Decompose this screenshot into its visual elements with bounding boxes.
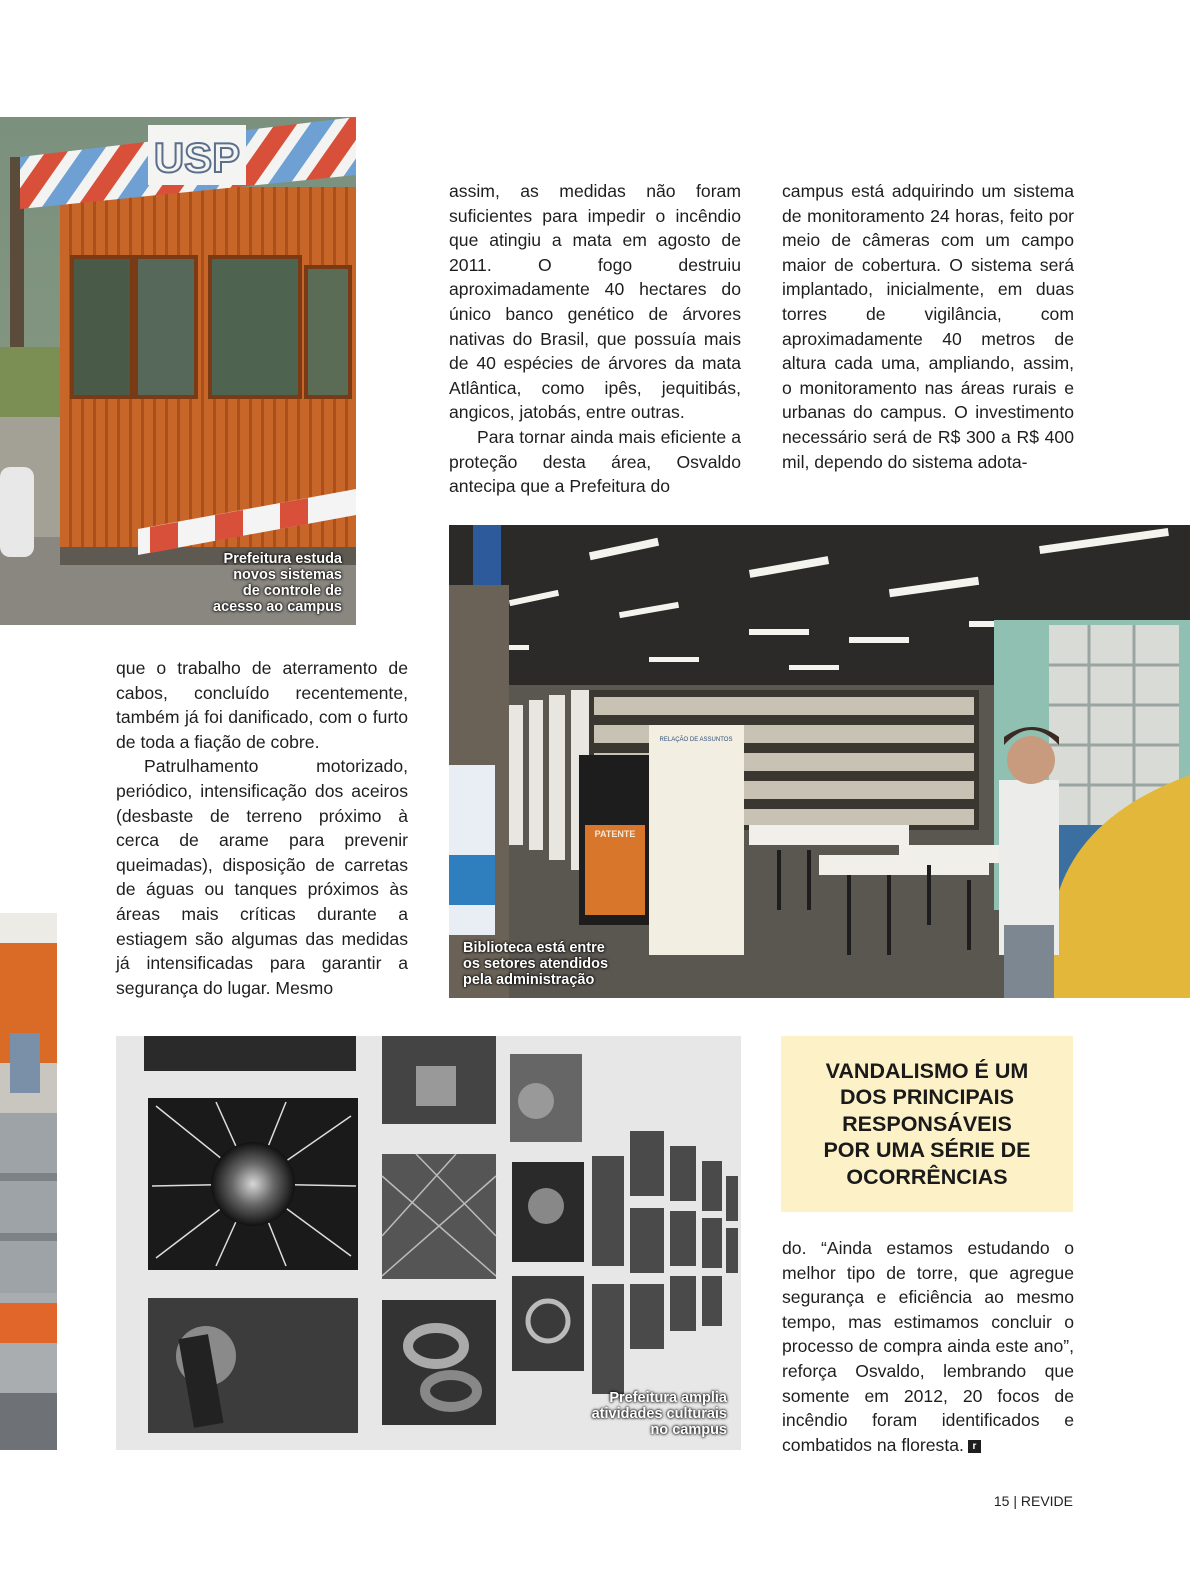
pull-quote-box bbox=[781, 1036, 1073, 1212]
page-footer bbox=[994, 1493, 1073, 1509]
relacao-banner: RELAÇÃO DE ASSUNTOS bbox=[659, 737, 733, 743]
paragraph bbox=[782, 1236, 1074, 1457]
gallery-caption: Prefeitura amplia atividades culturais no campus bbox=[591, 1390, 727, 1438]
text-column-left bbox=[116, 656, 408, 1000]
gallery-illustration bbox=[116, 1036, 741, 1450]
cafeteria-illustration bbox=[0, 913, 57, 1450]
text-column-middle-top bbox=[449, 179, 741, 499]
magazine-name: REVIDE bbox=[1020, 1493, 1073, 1509]
booth-illustration bbox=[0, 117, 356, 625]
photo-cafeteria-strip bbox=[0, 913, 57, 1450]
paragraph: assim, as medidas não foram suficientes para impedir o incêndio que atingiu a mata em agosto de 2011. O fogo destruiu aproximadamente 40 hectares do único banco genético de árvores nativas do Brasil, que possuía mais de 40 espécies de árvores da mata Atlântica, como ipês, jequitibás, angicos, jatobás, entre outras. bbox=[449, 181, 741, 423]
text-column-right-bottom bbox=[782, 1236, 1074, 1457]
paragraph: Patrulhamento motorizado, periódico, intensificação dos aceiros (desbaste de terreno próximo à cerca de arame para prevenir queimadas), disposição de carretas de águas ou tanques próximos às áreas mais críticas durante a estiagem são algumas das medidas já intensificadas para garantir a segurança do lugar. Mesmo bbox=[116, 756, 408, 998]
library-caption: Biblioteca está entre os setores atendidos pela administração bbox=[463, 940, 609, 988]
footer-separator: | bbox=[1013, 1493, 1017, 1509]
text-column-right-top bbox=[782, 179, 1074, 474]
library-illustration bbox=[449, 525, 1190, 998]
photo-gallery bbox=[116, 1036, 741, 1450]
photo-booth bbox=[0, 117, 356, 625]
paragraph: campus está adquirindo um sistema de monitoramento 24 horas, feito por meio de câmeras com um campo maior de cobertura. O sistema será implantado, inicialmente, em duas torres de vigilância, com aproximadamente 40 metros de altura cada uma, ampliando, assim, o monitoramento nas áreas rurais e urbanas do campus. O investimento necessário será de R$ 300 a R$ 400 mil, dependo do sistema adota- bbox=[782, 181, 1074, 472]
usp-sign: USP bbox=[153, 134, 241, 181]
page-number: 15 bbox=[993, 1493, 1010, 1509]
photo-library bbox=[449, 525, 1190, 998]
paragraph: que o trabalho de aterramento de cabos, concluído recentemente, também já foi danificado, com o furto de toda a fiação de cobre. bbox=[116, 658, 408, 752]
booth-caption: Prefeitura estuda novos sistemas de controle de acesso ao campus bbox=[213, 551, 342, 615]
patent-banner: PATENTE bbox=[594, 829, 636, 839]
paragraph: Para tornar ainda mais eficiente a proteção desta área, Osvaldo antecipa que a Prefeitura do bbox=[449, 426, 741, 497]
paragraph-text: do. “Ainda estamos estudando o melhor tipo de torre, que agregue segurança e eficiência ao mesmo tempo, mas estimamos concluir o processo de compra ainda este ano”, reforça Osvaldo, lembrando que somente em 2012, 20 focos de incêndio foram identificados e combatidos na floresta. bbox=[782, 1238, 1074, 1455]
end-mark-icon: r bbox=[968, 1440, 981, 1453]
pull-quote-text: VANDALISMO É UM DOS PRINCIPAIS RESPONSÁVEIS POR UMA SÉRIE DE OCORRÊNCIAS bbox=[823, 1058, 1031, 1189]
